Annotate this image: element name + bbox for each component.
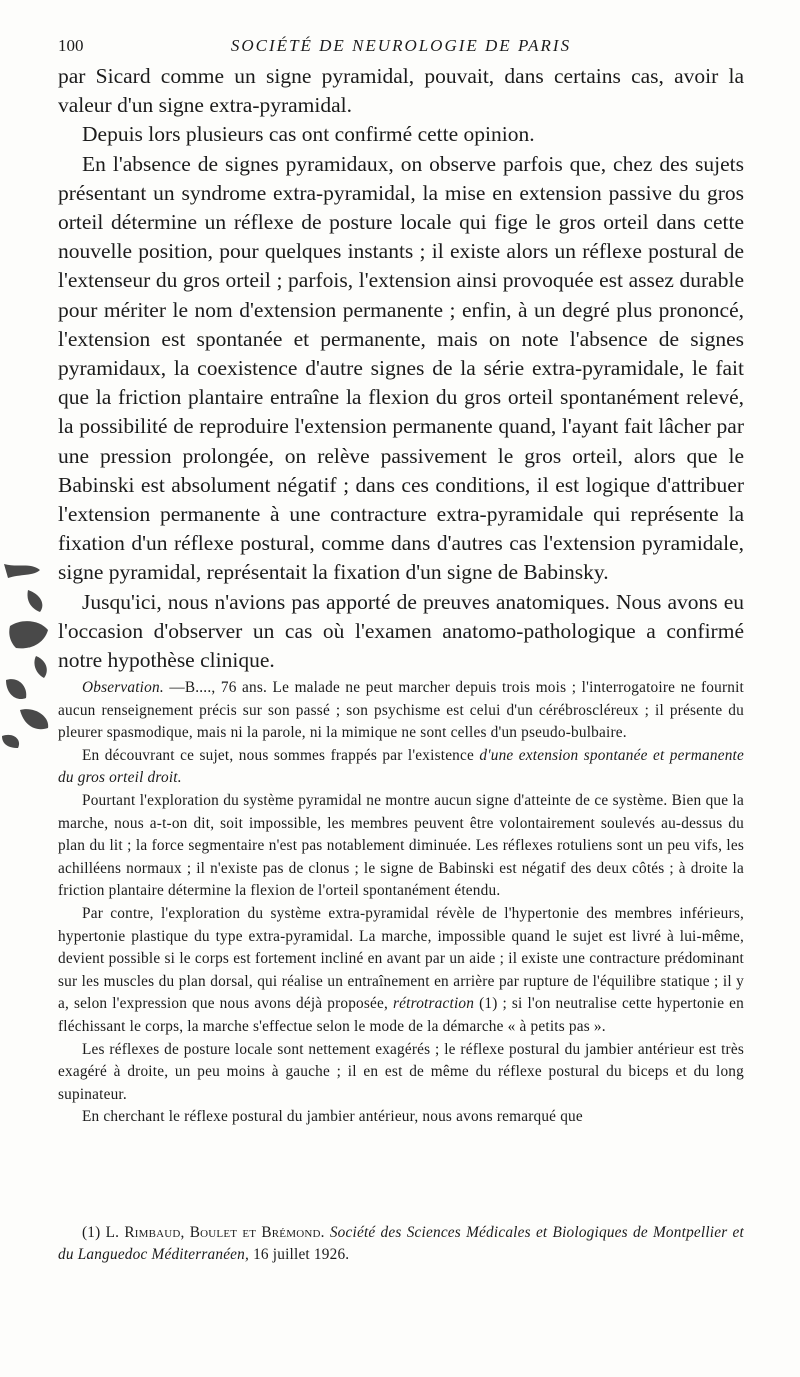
- observation-text: En découvrant ce sujet, nous sommes frappés par l'existence: [82, 746, 480, 764]
- paragraph: Jusqu'ici, nous n'avions pas apporté de preuves anatomiques. Nous avons eu l'occasion d'observer un cas où l'examen anatomo-pathologique a confirmé notre hypothèse clinique.: [58, 589, 744, 673]
- emphasized-term: rétrotraction: [393, 995, 475, 1013]
- emphasized-finding: d'une extension spontanée et permanente du gros orteil droit.: [58, 746, 744, 787]
- observation-text: Par contre, l'exploration du système extra-pyramidal révèle de l'hypertonie des membres inférieurs, hypertonie plastique du type extra-pyramidal. La marche, impossible quand le sujet est livré à lui-même, devient possible si le corps est fortement incliné en avant par un aide ; il existe une contracture prédominant sur les muscles du plan dorsal, qui réalise un entraînement en arrière par rupture de l'équilibre statique ; il y a, selon l'expression que nous avons déjà proposée,: [58, 904, 744, 1013]
- paragraph: Depuis lors plusieurs cas ont confirmé cette opinion.: [82, 122, 535, 147]
- library-stamp-icon: [0, 560, 58, 750]
- observation-paragraph: [58, 745, 744, 790]
- observation-paragraph: [58, 903, 744, 1039]
- main-text: [58, 62, 744, 675]
- observation-paragraph: [58, 677, 744, 745]
- observation-paragraph: En cherchant le réflexe postural du jambier antérieur, nous avons remarqué que: [82, 1108, 583, 1126]
- page-header: [58, 36, 744, 58]
- observation-section: [58, 677, 744, 1129]
- observation-text: (1) ; si l'on neutralise cette hypertonie en fléchissant le corps, la marche s'effectue selon le mode de la démarche « à petits pas ».: [58, 995, 744, 1035]
- paragraph-continuation: par Sicard comme un signe pyramidal, pouvait, dans certains cas, avoir la valeur d'un signe extra-pyramidal.: [58, 64, 744, 118]
- page-number: 100: [58, 36, 84, 55]
- running-head: SOCIÉTÉ DE NEUROLOGIE DE PARIS: [230, 36, 572, 55]
- paragraph: En l'absence de signes pyramidaux, on observe parfois que, chez des sujets présentant un syndrome extra-pyramidal, la mise en extension passive du gros orteil détermine un réflexe de posture locale qui fige le gros orteil dans cette nouvelle position, pour quelques instants ; il existe alors un réflexe postural de l'extenseur du gros orteil ; parfois, l'extension ainsi provoquée est assez durable pour mériter le nom d'extension permanente ; enfin, à un degré plus prononcé, l'extension est spontanée et permanente, mais on note l'absence de signes pyramidaux, la coexistence d'autre signes de la série extra-pyramidale, le fait que la friction plantaire entraîne la flexion du gros orteil spontanément relevé, la possibilité de reproduire l'extension permanente quand, l'ayant fait lâcher par une pression prolongée, on relève passivement le gros orteil, alors que le Babinski est absolument négatif ; dans ces conditions, il est logique d'attribuer l'extension permanente à une contracture extra-pyramidale qui représente la fixation d'un réflexe postural, comme dans d'autres cas l'extension pyramidale, signe pyramidal, représentait la fixation d'un signe de Babinsky.: [58, 151, 744, 585]
- footnote-text: [58, 1222, 744, 1266]
- footnote: [58, 1222, 744, 1266]
- observation-paragraph: Les réflexes de posture locale sont nettement exagérés ; le réflexe postural du jambier antérieur est très exagéré à droite, un peu moins à gauche ; il en est de même du réflexe postural du biceps et du long supinateur.: [58, 1040, 744, 1103]
- observation-paragraph: Pourtant l'exploration du système pyramidal ne montre aucun signe d'atteinte de ce système. Bien que la marche, nous a-t-on dit, soit impossible, les membres peuvent être volontairement soulevés au-dessus du plan du lit ; la force segmentaire n'est pas notablement diminuée. Les réflexes rotuliens sont un peu vifs, les achilléens normaux ; il n'existe pas de clonus ; le signe de Babinski est négatif des deux côtés ; à droite la friction plantaire détermine la flexion de l'orteil spontanément étendu.: [58, 791, 744, 900]
- observation-label: Observation.: [82, 679, 164, 696]
- footnote-source: Société des Sciences Médicales et Biologiques de Montpellier et du Languedoc Méditerranéen,: [58, 1224, 744, 1263]
- observation-text: —B...., 76 ans. Le malade ne peut marcher depuis trois mois ; l'interrogatoire ne fournit aucun renseignement précis sur son passé ; son psychisme est celui d'un cérébroscléreux ; il présente du pleurer spasmodique, mais ni la parole, ni la mimique ne sont celles d'un pseudo-bulbaire.: [58, 679, 744, 742]
- footnote-marker: (1): [82, 1224, 106, 1241]
- footnote-date: 16 juillet 1926.: [249, 1246, 350, 1263]
- footnote-authors: L. Rimbaud, Boulet et Brémond.: [105, 1224, 325, 1241]
